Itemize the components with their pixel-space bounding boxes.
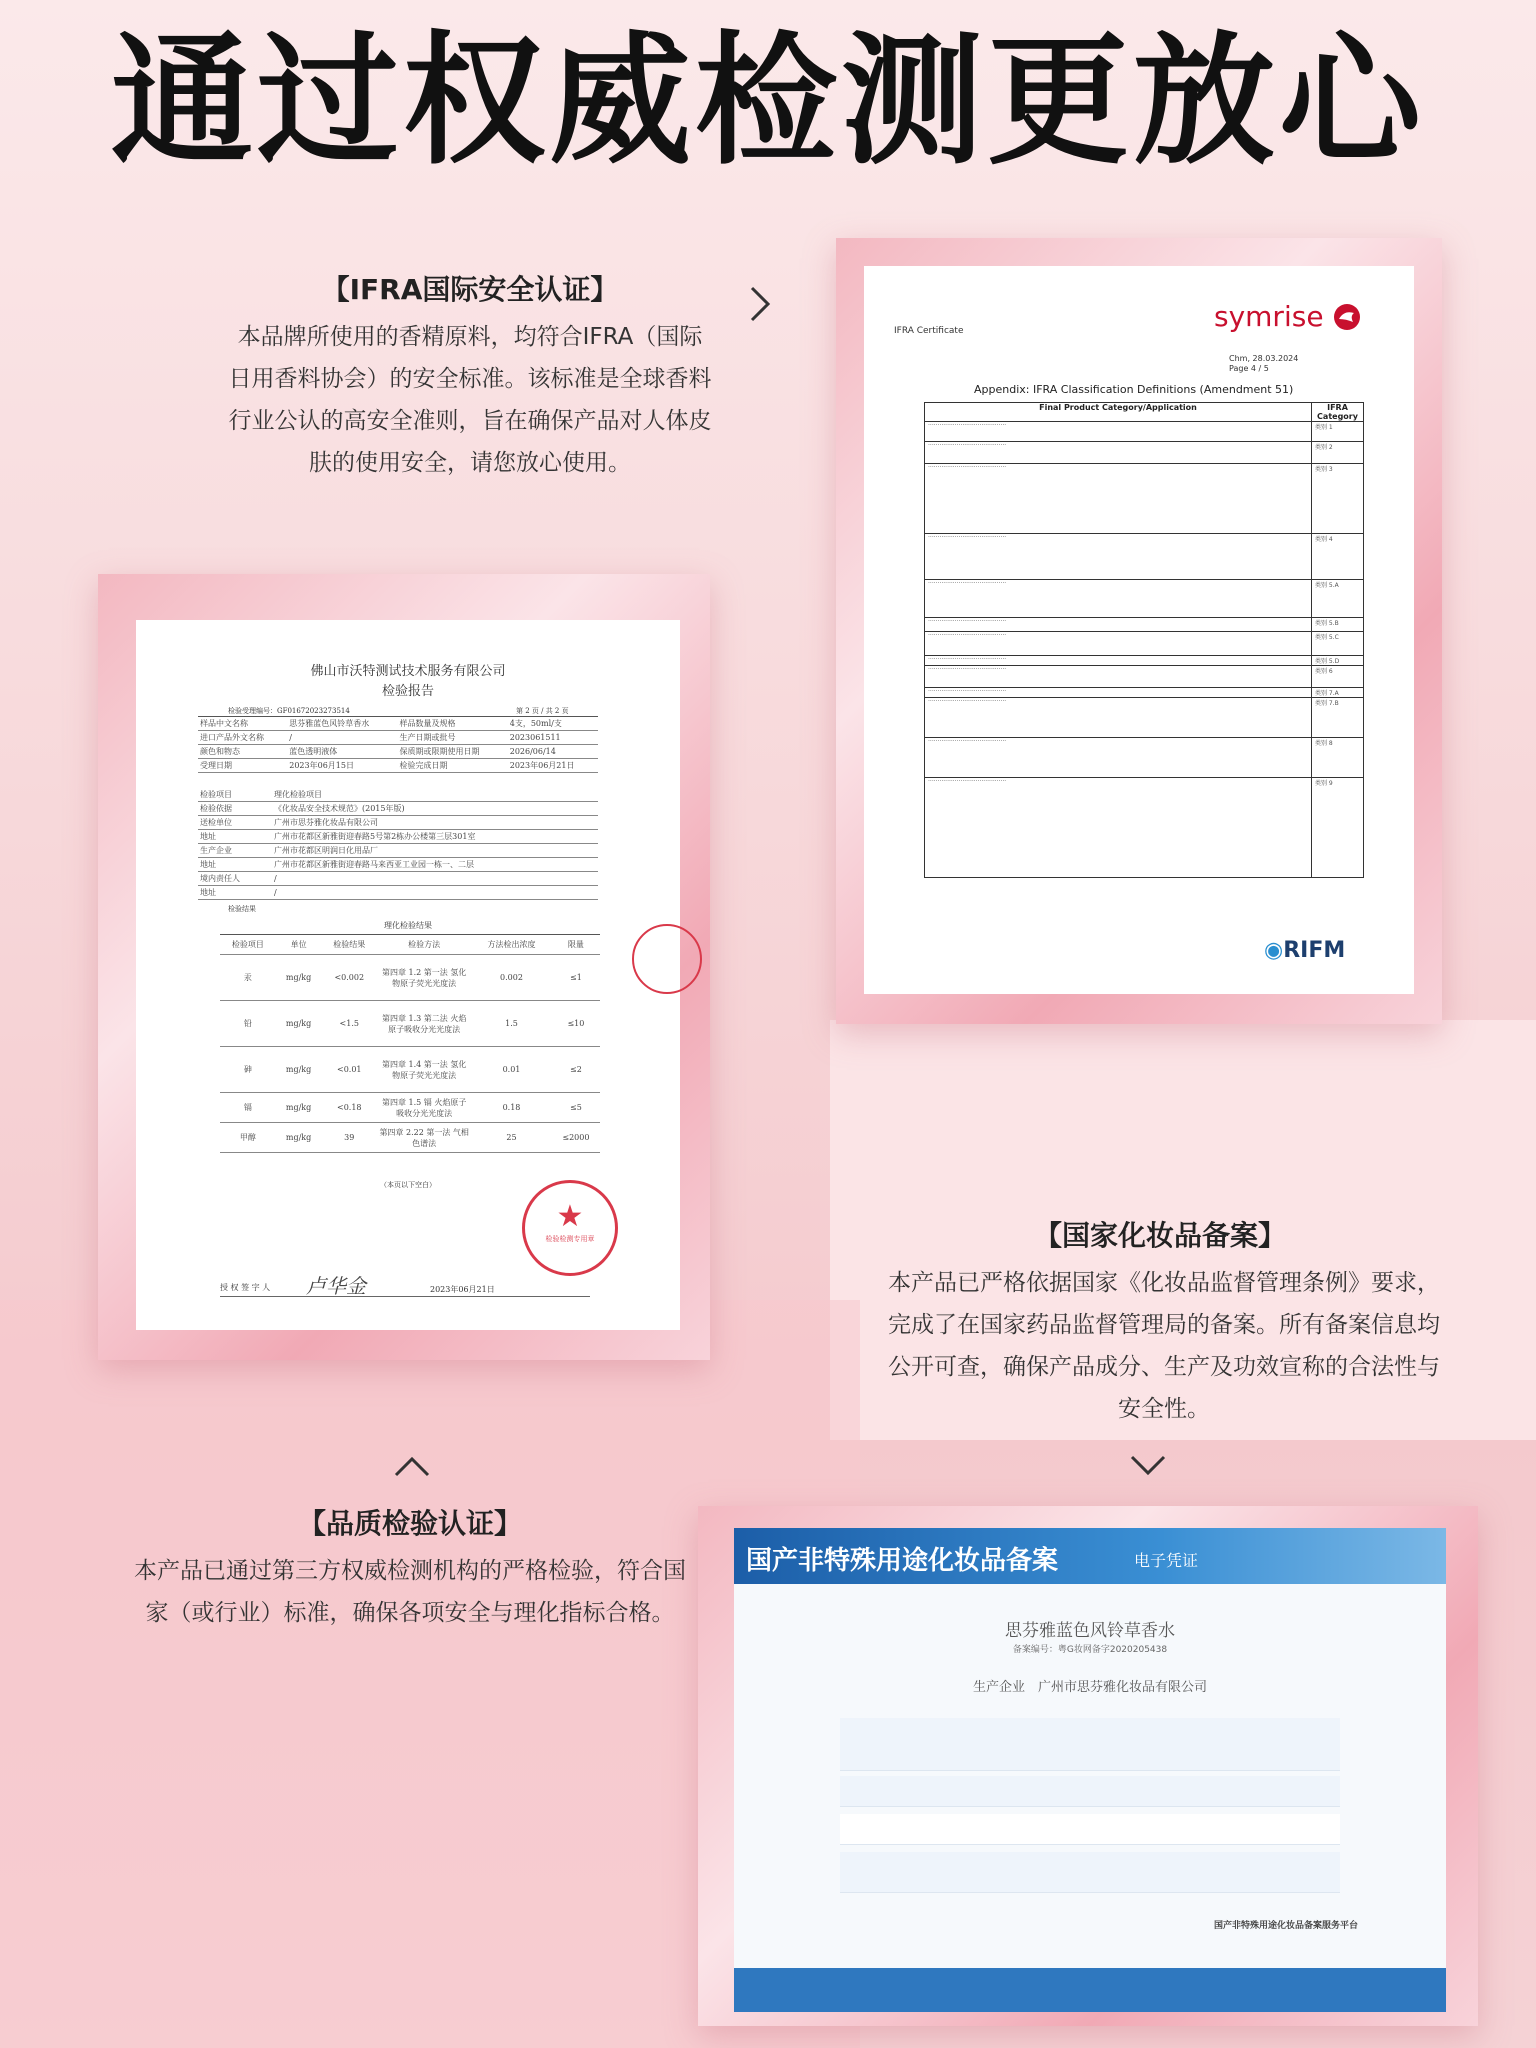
report-number: 检验受理编号：GF01672023273514 [228,707,350,715]
quality-line: 本产品已通过第三方权威检测机构的严格检验，符合国 [134,1558,686,1584]
info-value: 广州市花都区新雅街迎春路5号第2栋办公楼第三层301室 [274,832,476,841]
info-value: 蓝色透明液体 [289,747,338,756]
certificate-product-name: 思芬雅蓝色风铃草香水 [1005,1621,1175,1641]
result-cell: 0.18 [502,1103,521,1112]
info-label: 检验项目 [200,790,232,799]
info-label: 地址 [200,888,216,897]
ifra-line: 肤的使用安全，请您放心使用。 [309,450,631,476]
results-header: 检验方法 [408,940,441,949]
results-label: 检验结果 [228,905,256,913]
result-cell: 甲醇 [239,1133,256,1142]
certificate-row [840,1852,1340,1893]
result-cell: 汞 [243,973,252,982]
info-value: 思芬雅蓝色风铃草香水 [289,719,370,728]
filing-line: 完成了在国家药品监督管理局的备案。所有备案信息均 [888,1312,1440,1338]
result-cell: mg/kg [285,1019,312,1028]
lab-company-name: 佛山市沃特测试技术服务有限公司 [310,664,506,679]
ifra-line: 本品牌所使用的香精原料，均符合IFRA（国际 [237,324,703,350]
result-cell: mg/kg [285,973,312,982]
ifra-category: 类别 6 [1312,666,1364,688]
certificate-header-suffix: 电子凭证 [1134,1551,1199,1570]
certificate-row [840,1718,1340,1771]
ifra-category: 类别 9 [1312,778,1364,878]
filing-certificate-frame [698,1506,1478,2026]
certificate-row [840,1814,1340,1845]
result-cell: 第四章 2.22 第一法 气相色谱法 [379,1127,469,1148]
ifra-category: 类别 2 [1312,442,1364,464]
result-cell: 第四章 1.4 第一法 氢化物原子荧光光度法 [381,1059,467,1080]
info-value: / [274,888,277,897]
signature-line [220,1296,590,1297]
report-info-table-2 [198,788,598,900]
ifra-category: 类别 5.B [1312,618,1364,632]
chevron-right-icon [746,284,774,331]
ifra-category: 类别 7.A [1312,688,1364,698]
symrise-logo [1214,300,1362,333]
info-label: 颜色和物态 [200,747,240,756]
info-label: 检验依据 [200,804,232,813]
info-value: / [289,733,292,742]
info-value: 广州市花都区新雅街迎春路马来西亚工业园一栋一、二层 [274,860,474,869]
result-cell: 1.5 [505,1019,518,1028]
result-cell: <0.18 [337,1103,362,1112]
ifra-col-header: Final Product Category/Application [925,403,1312,422]
certificate-producer: 生产企业 广州市思芬雅化妆品有限公司 [972,1680,1207,1695]
certificate-row [840,1776,1340,1807]
report-title: 检验报告 [381,684,434,699]
info-value: 广州市思芬雅化妆品有限公司 [274,818,378,827]
ifra-page: Page 4 / 5 [1229,364,1269,373]
certificate-header [734,1528,1446,1584]
info-value: 4支，50ml/支 [509,719,562,728]
page-headline: 通过权威检测更放心 [111,19,1425,184]
results-header: 检验结果 [333,940,366,949]
seal-label: 检验检测专用章 [545,1235,595,1243]
result-cell: mg/kg [285,1065,312,1074]
info-value: 2026/06/14 [509,747,556,756]
info-label: 地址 [200,860,216,869]
info-label: 地址 [200,832,216,841]
result-cell: <0.01 [337,1065,362,1074]
results-table [220,934,600,1153]
result-cell: ≤2 [570,1065,582,1074]
info-value: 2023年06月15日 [289,761,354,770]
filing-section-body [874,1262,1454,1430]
info-value: 广州市花都区明润日化用品厂 [274,846,378,855]
filing-line: 本产品已严格依据国家《化妆品监督管理条例》要求， [888,1270,1440,1296]
signature: 卢华金 [306,1274,366,1298]
ifra-category: 类别 8 [1312,738,1364,778]
info-label: 样品中文名称 [200,719,248,728]
result-cell: mg/kg [285,1103,312,1112]
info-value: 《化妆品安全技术规范》(2015年版) [274,804,405,813]
report-end-note: （本页以下空白） [380,1181,436,1189]
test-report [136,620,680,1330]
rifm-wordmark: RIFM [1283,938,1346,963]
certificate-platform: 国产非特殊用途化妆品备案服务平台 [1214,1921,1359,1931]
info-value: / [274,874,277,883]
result-cell: 39 [344,1133,355,1142]
result-cell: ≤1 [570,973,582,982]
result-cell: ≤2000 [562,1133,590,1142]
info-label: 境内责任人 [200,874,240,883]
edge-seal [632,924,702,994]
ifra-category: 类别 4 [1312,534,1364,580]
ifra-category: 类别 5.D [1312,656,1364,666]
ifra-category: 类别 7.B [1312,698,1364,738]
filing-certificate [734,1528,1446,2012]
quality-section-title: 【品质检验认证】 [297,1507,522,1540]
filing-line: 公开可查，确保产品成分、生产及功效宣称的合法性与 [888,1354,1440,1380]
info-label: 进口产品外文名称 [200,733,264,742]
results-header: 检验项目 [231,940,264,949]
lab-seal: ★ 检验检测专用章 [522,1180,618,1276]
ifra-certificate [864,266,1414,994]
report-info-table [198,716,598,773]
ifra-category: 类别 3 [1312,464,1364,534]
info-label: 样品数量及规格 [399,719,456,728]
ifra-classification-table: Final Product Category/Application IFRA Category ········································· 类别 1 ········································· 类别 2 ········································· 类别 3 ········································· 类别 4 ········································· 类别 5.A ········································· 类别 5.B ········································· 类别 5.C ········································· 类别 5.D ········································· 类别 6 ········································· 类别 7.A ········································· 类别 7.B ········································· 类别 8 ········································· 类别 9 [924,402,1364,878]
certificate-filing-number: 备案编号：粤G妆网备字2020205438 [1012,1645,1168,1655]
result-cell: 第四章 1.3 第二法 火焰原子吸收分光光度法 [381,1013,467,1034]
result-cell: 铅 [243,1019,252,1028]
info-label: 生产日期或批号 [399,733,456,742]
quality-section-body [70,1550,750,1634]
ifra-category: 类别 5.C [1312,632,1364,656]
results-header: 单位 [290,940,307,949]
result-cell: 镉 [243,1103,252,1112]
ifra-line: 日用香料协会）的安全标准。该标准是全球香料 [228,366,712,392]
ifra-category: 类别 1 [1312,422,1364,442]
results-title: 理化检验结果 [384,921,432,930]
ifra-certificate-frame [836,238,1442,1024]
ifra-doc-label: IFRA Certificate [894,326,964,336]
test-report-frame [98,574,710,1360]
certificate-footer-bar [734,1968,1446,2012]
result-cell: 第四章 1.5 镉 火焰原子吸收分光光度法 [381,1097,467,1118]
certificate-header-title: 国产非特殊用途化妆品备案 [746,1546,1059,1576]
quality-line: 家（或行业）标准，确保各项安全与理化指标合格。 [145,1600,675,1626]
info-value: 2023061511 [509,733,561,742]
info-label: 检验完成日期 [399,761,448,770]
result-cell: <1.5 [339,1019,359,1028]
result-cell: ≤10 [567,1019,585,1028]
sign-date: 2023年06月21日 [430,1285,495,1294]
chevron-up-icon [392,1448,432,1488]
result-cell: mg/kg [285,1133,312,1142]
ifra-category: 类别 5.A [1312,580,1364,618]
info-value: 2023年06月21日 [509,761,575,770]
chevron-down-icon [1128,1446,1168,1486]
result-cell: 0.002 [500,973,523,982]
ifra-col-header: IFRA Category [1312,403,1364,422]
results-header: 方法检出浓度 [487,940,536,949]
result-cell: 砷 [243,1065,252,1074]
info-label: 受理日期 [200,761,232,770]
result-cell: 25 [506,1133,517,1142]
result-cell: ≤5 [570,1103,582,1112]
result-cell: 0.01 [502,1065,521,1074]
info-label: 生产企业 [200,846,232,855]
symrise-emblem-icon [1332,302,1362,332]
ifra-section-title: 【IFRA国际安全认证】 [321,273,619,306]
filing-section-title: 【国家化妆品备案】 [1033,1219,1286,1252]
ifra-appendix-title: Appendix: IFRA Classification Definitions (Amendment 51) [974,383,1294,396]
ifra-section-body [180,316,760,484]
filing-line: 安全性。 [1118,1396,1210,1422]
rifm-logo: ◉RIFM [1264,938,1346,963]
result-cell: <0.002 [334,973,365,982]
ifra-place-date: Chm, 28.03.2024 [1229,354,1299,363]
result-cell: 第四章 1.2 第一法 氢化物原子荧光光度法 [381,967,467,988]
symrise-wordmark: symrise [1214,300,1324,333]
info-label: 保质期或限期使用日期 [399,747,480,756]
ifra-line: 行业公认的高安全准则，旨在确保产品对人体皮 [228,408,712,434]
signer-label: 授 权 签 字 人 [220,1283,271,1292]
report-page: 第 2 页 / 共 2 页 [516,707,569,715]
info-label: 送检单位 [200,818,232,827]
info-value: 理化检验项目 [274,790,322,799]
results-header: 限量 [567,940,584,949]
